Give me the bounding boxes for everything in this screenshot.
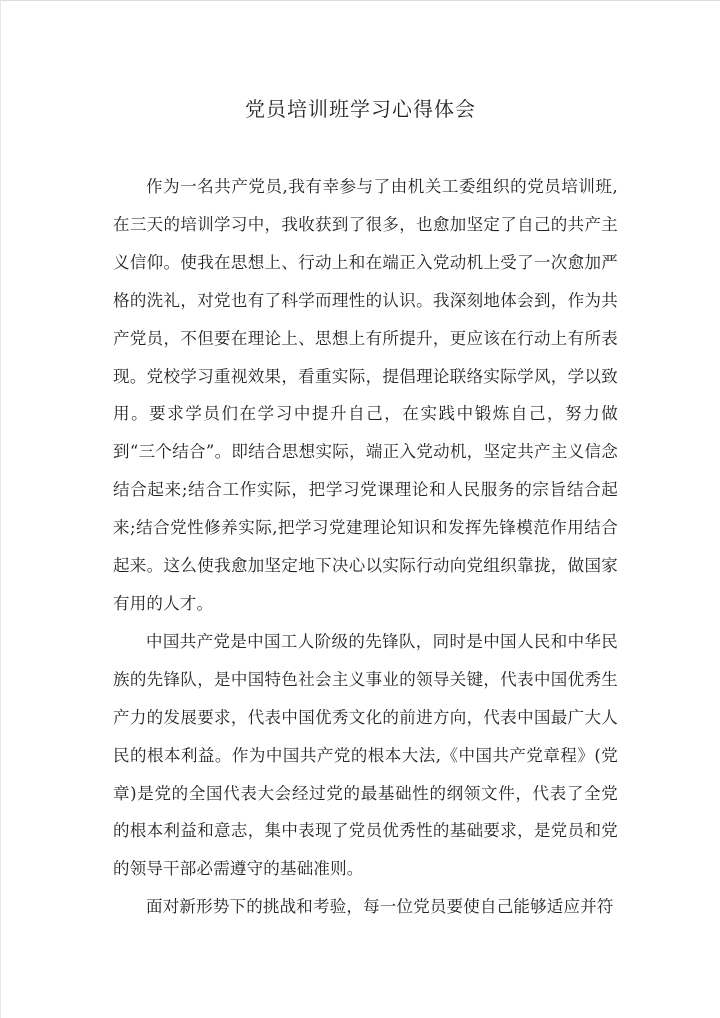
paragraph-3: 面对新形势下的挑战和考验，每一位党员要使自己能够适应并符	[146, 897, 614, 917]
paragraph-2: 中国共产党是中国工人阶级的先锋队，同时是中国人民和中华民族的先锋队，是中国特色社会主义事业的领导关键，代表中国优秀生产力的发展要求，代表中国优秀文化的前进方向，代表中国最广大人民的根本利益。作为中国共产党的根本大法,《中国共产党章程》(党章)是党的全国代表大会经过党的最基础性的纲领文件，代表了全党的根本利益和意志，集中表现了党员优秀性的基础要求，是党员和党的领导干部必需遵守的基础准则。	[113, 631, 618, 879]
document-title: 党员培训班学习心得体会	[245, 97, 476, 121]
paragraph-1: 作为一名共产党员,我有幸参与了由机关工委组织的党员培训班,在三天的培训学习中，我收获到了很多，也愈加坚定了自己的共产主义信仰。使我在思想上、行动上和在端正入党动机上受了一次愈加严格的洗礼，对党也有了科学而理性的认识。我深刻地体会到，作为共产党员，不但要在理论上、思想上有所提升，更应该在行动上有所表现。党校学习重视效果，看重实际，提倡理论联络实际学风，学以致用。要求学员们在学习中提升自己，在实践中锻炼自己，努力做到“三个结合”。即结合思想实际，端正入党动机，坚定共产主义信念结合起来;结合工作实际，把学习党课理论和人民服务的宗旨结合起来;结合党性修养实际,把学习党建理论知识和发挥先锋模范作用结合起来。这么使我愈加坚定地下决心以实际行动向党组织靠拢，做国家有用的人才。	[113, 177, 618, 613]
document-body	[113, 168, 618, 926]
